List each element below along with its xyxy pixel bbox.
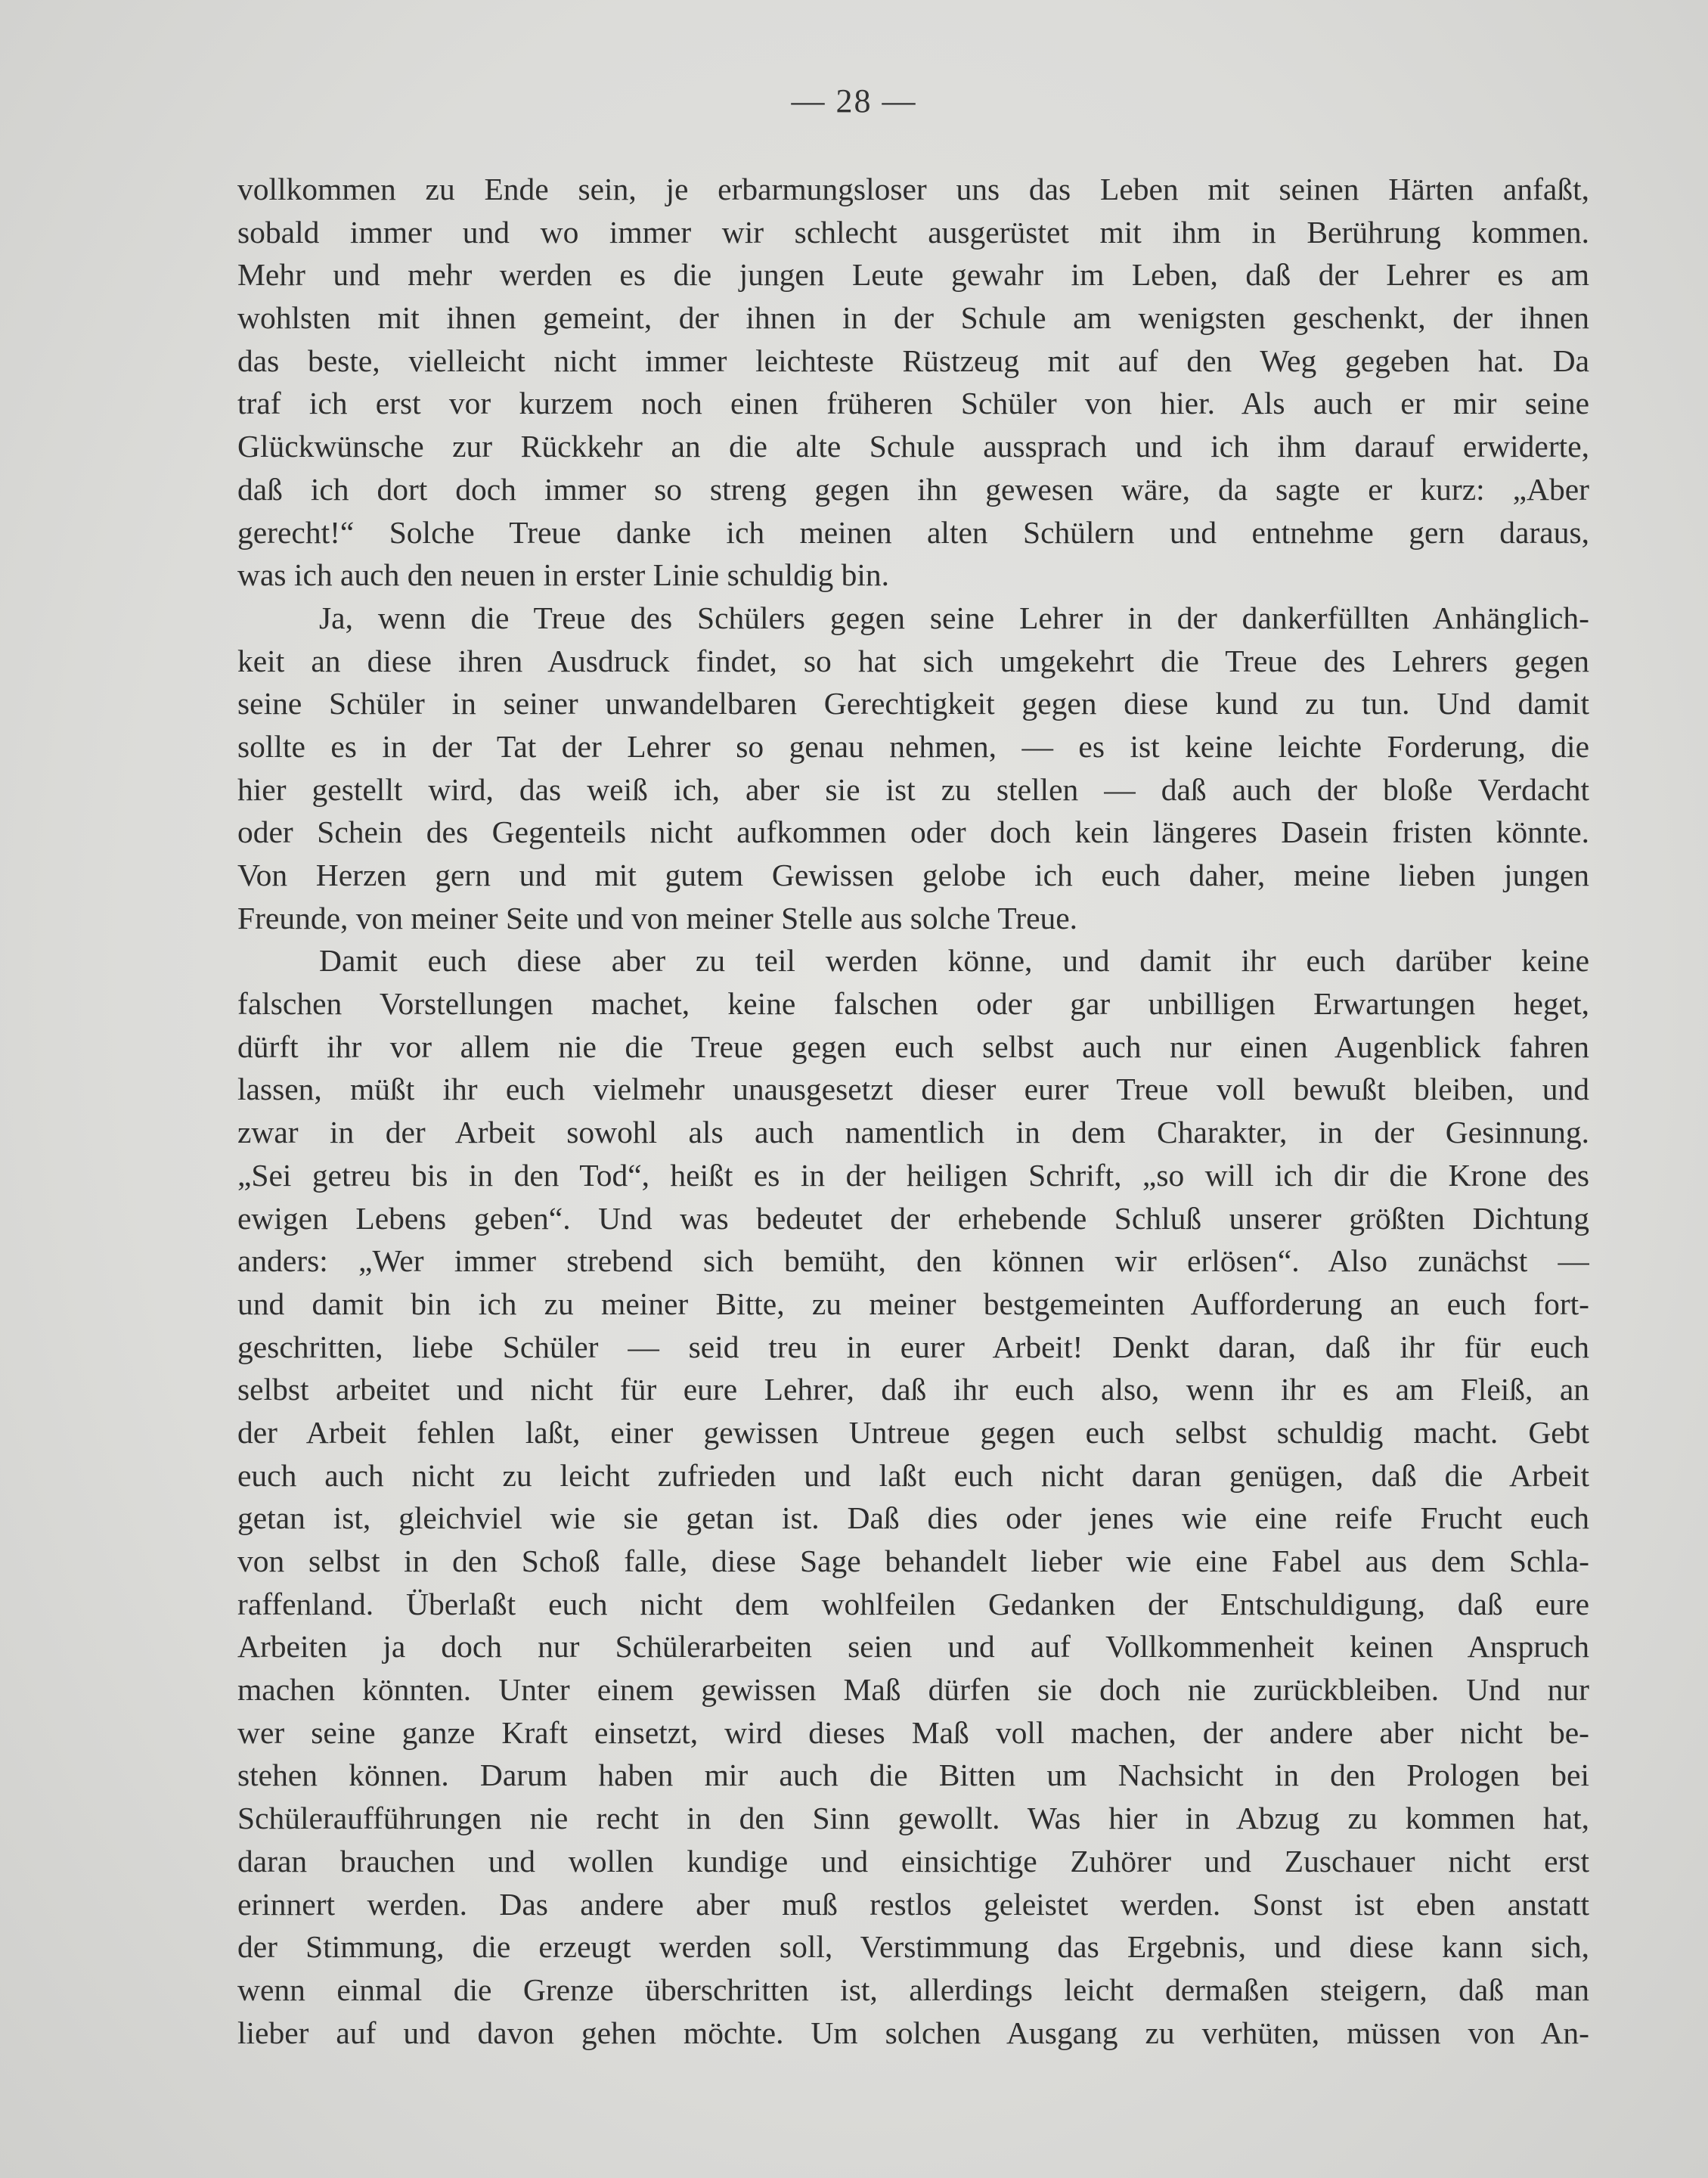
text-line: euch auch nicht zu leicht zufrieden und laßt euch nicht daran genügen, daß die Arbeit <box>237 1457 1589 1493</box>
text-line: stehen können. Darum haben mir auch die Bitten um Nachsicht in den Prologen bei <box>237 1758 1589 1793</box>
page-number: — 28 — <box>791 82 917 119</box>
text-line: anders: „Wer immer strebend sich bemüht, den können wir erlösen“. Also zunächst — <box>237 1243 1589 1279</box>
text-line: daß ich dort doch immer so streng gegen ihn gewesen wäre, da sagte er kurz: „Aber <box>237 471 1589 507</box>
text-line: sollte es in der Tat der Lehrer so genau nehmen, — es ist keine leichte Forderung, die <box>237 728 1589 764</box>
text-line: zwar in der Arbeit sowohl als auch namentlich in dem Charakter, in der Gesinnung. <box>237 1115 1589 1150</box>
text-line: oder Schein des Gegenteils nicht aufkommen oder doch kein längeres Dasein fristen könnte. <box>237 814 1589 850</box>
text-line: daran brauchen und wollen kundige und einsichtige Zuhörer und Zuschauer nicht erst <box>237 1843 1589 1879</box>
text-line: Mehr und mehr werden es die jungen Leute gewahr im Leben, daß der Lehrer es am <box>237 257 1589 293</box>
text-line: Damit euch diese aber zu teil werden könne, und damit ihr euch darüber keine <box>319 943 1589 979</box>
text-line: ewigen Lebens geben“. Und was bedeutet der erhebende Schluß unserer größten Dichtung <box>237 1200 1589 1236</box>
text-line: Schüleraufführungen nie recht in den Sinn gewollt. Was hier in Abzug zu kommen hat, <box>237 1801 1589 1836</box>
text-line: „Sei getreu bis in den Tod“, heißt es in der heiligen Schrift, „so will ich dir die Krone des <box>237 1157 1589 1193</box>
text-line: dürft ihr vor allem nie die Treue gegen euch selbst auch nur einen Augenblick fahren <box>237 1028 1589 1064</box>
text-line: der Arbeit fehlen laßt, einer gewissen Untreue gegen euch selbst schuldig macht. Gebt <box>237 1414 1589 1450</box>
text-line: Arbeiten ja doch nur Schülerarbeiten seien und auf Vollkommenheit keinen Anspruch <box>237 1629 1589 1665</box>
text-line: gerecht!“ Solche Treue danke ich meinen alten Schülern und entnehme gern daraus, <box>237 514 1589 550</box>
text-line: das beste, vielleicht nicht immer leichteste Rüstzeug mit auf den Weg gegeben hat. Da <box>237 343 1589 378</box>
text-line: keit an diese ihren Ausdruck findet, so hat sich umgekehrt die Treue des Lehrers gegen <box>237 643 1589 678</box>
text-line: sobald immer und wo immer wir schlecht ausgerüstet mit ihm in Berührung kommen. <box>237 214 1589 250</box>
text-line: lieber auf und davon gehen möchte. Um solchen Ausgang zu verhüten, müssen von An- <box>237 2015 1589 2050</box>
text-line: der Stimmung, die erzeugt werden soll, Verstimmung das Ergebnis, und diese kann sich, <box>237 1929 1589 1965</box>
body-text <box>237 168 1589 2054</box>
text-line: Von Herzen gern und mit gutem Gewissen gelobe ich euch daher, meine lieben jungen <box>237 858 1589 892</box>
text-line: Freunde, von meiner Seite und von meiner Stelle aus solche Treue. <box>237 900 1078 935</box>
text-line: wohlsten mit ihnen gemeint, der ihnen in der Schule am wenigsten geschenkt, der ihnen <box>237 300 1589 336</box>
text-line: selbst arbeitet und nicht für eure Lehrer, daß ihr euch also, wenn ihr es am Fleiß, an <box>237 1372 1589 1407</box>
text-line: hier gestellt wird, das weiß ich, aber sie ist zu stellen — daß auch der bloße Verdacht <box>237 771 1589 807</box>
text-line: von selbst in den Schoß falle, diese Sage behandelt lieber wie eine Fabel aus dem Schla- <box>237 1544 1589 1578</box>
text-line: was ich auch den neuen in erster Linie schuldig bin. <box>237 557 890 593</box>
text-line: vollkommen zu Ende sein, je erbarmungsloser uns das Leben mit seinen Härten anfaßt, <box>237 172 1589 206</box>
text-line: wenn einmal die Grenze überschritten ist, allerdings leicht dermaßen steigern, daß man <box>237 1972 1589 2007</box>
text-line: wer seine ganze Kraft einsetzt, wird dieses Maß voll machen, der andere aber nicht be- <box>237 1714 1589 1750</box>
text-line: Glückwünsche zur Rückkehr an die alte Schule aussprach und ich ihm darauf erwiderte, <box>237 429 1589 464</box>
text-line: machen könnten. Unter einem gewissen Maß dürfen sie doch nie zurückbleiben. Und nur <box>237 1672 1589 1708</box>
text-line: lassen, müßt ihr euch vielmehr unausgesetzt dieser eurer Treue voll bewußt bleiben, und <box>237 1072 1589 1107</box>
text-line: raffenland. Überlaßt euch nicht dem wohlfeilen Gedanken der Entschuldigung, daß eure <box>237 1586 1589 1621</box>
text-line: falschen Vorstellungen machet, keine falschen oder gar unbilligen Erwartungen heget, <box>237 986 1589 1022</box>
text-line: geschritten, liebe Schüler — seid treu in eurer Arbeit! Denkt daran, daß ihr für euch <box>237 1329 1589 1364</box>
text-line: Ja, wenn die Treue des Schülers gegen seine Lehrer in der dankerfüllten Anhänglich- <box>319 600 1589 635</box>
text-line: erinnert werden. Das andere aber muß restlos geleistet werden. Sonst ist eben anstatt <box>237 1886 1589 1922</box>
text-line: getan ist, gleichviel wie sie getan ist. Daß dies oder jenes wie eine reife Frucht euch <box>237 1500 1589 1536</box>
text-line: seine Schüler in seiner unwandelbaren Gerechtigkeit gegen diese kund zu tun. Und damit <box>237 686 1589 721</box>
text-line: und damit bin ich zu meiner Bitte, zu meiner bestgemeinten Aufforderung an euch fort- <box>237 1286 1589 1321</box>
text-line: traf ich erst vor kurzem noch einen früheren Schüler von hier. Als auch er mir seine <box>237 386 1589 421</box>
